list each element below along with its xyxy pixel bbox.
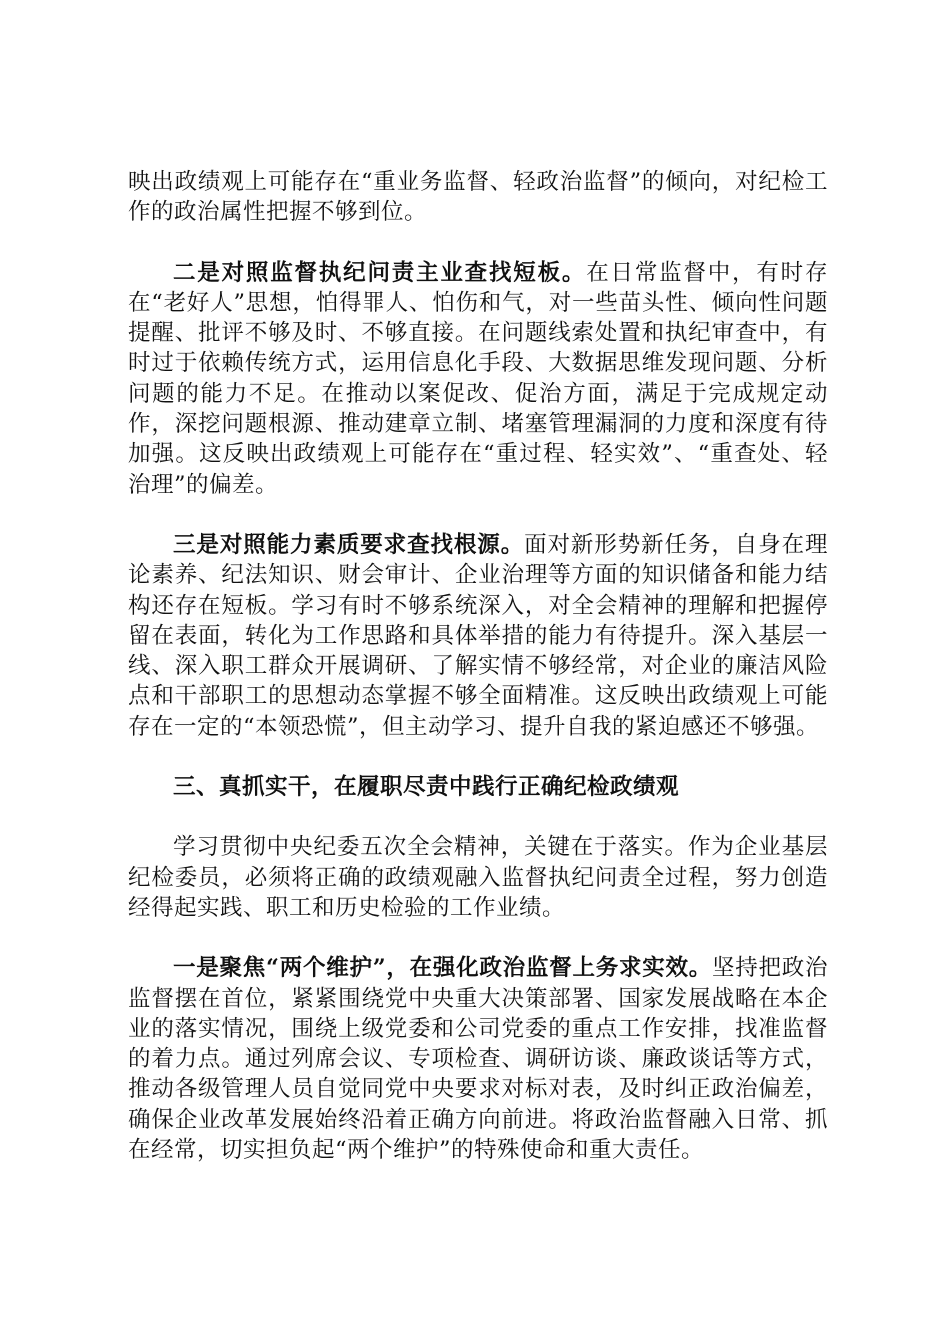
paragraph-supervision-shortcomings — [128, 258, 828, 500]
paragraph-text: 映出政绩观上可能存在“重业务监督、轻政治监督”的倾向，对纪检工作的政治属性把握不够到位。 — [128, 169, 828, 226]
document-page — [128, 167, 828, 1195]
paragraph-lead: 三是对照能力素质要求查找根源。 — [173, 531, 525, 558]
paragraph-text: 面对新形势新任务，自身在理论素养、纪法知识、财会审计、企业治理等方面的知识储备和能力结构还存在短板。学习有时不够系统深入，对全会精神的理解和把握停留在表面，转化为工作思路和具体举措的能力有待提升。深入基层一线、深入职工群众开展调研、了解实情不够经常，对企业的廉洁风险点和干部职工的思想动态掌握不够全面精准。这反映出政绩观上可能存在一定的“本领恐慌”，但主动学习、提升自我的紧迫感还不够强。 — [128, 531, 828, 740]
paragraph-text: 坚持把政治监督摆在首位，紧紧围绕党中央重大决策部署、国家发展战略在本企业的落实情况，围绕上级党委和公司党委的重点工作安排，找准监督的着力点。通过列席会议、专项检查、调研访谈、廉政谈话等方式，推动各级管理人员自觉同党中央要求对标对表，及时纠正政治偏差，确保企业改革发展始终沿着正确方向前进。将政治监督融入日常、抓在经常，切实担负起“两个维护”的特殊使命和重大责任。 — [128, 955, 828, 1164]
paragraph-political-supervision — [128, 953, 828, 1165]
paragraph-text: 在日常监督中，有时存在“老好人”思想，怕得罪人、怕伤和气，对一些苗头性、倾向性问题提醒、批评不够及时、不够直接。在问题线索处置和执纪审查中，有时过于依赖传统方式，运用信息化手段、大数据思维发现问题、分析问题的能力不足。在推动以案促改、促治方面，满足于完成规定动作，深挖问题根源、推动建章立制、堵塞管理漏洞的力度和深度有待加强。这反映出政绩观上可能存在“重过程、轻实效”、“重查处、轻治理”的偏差。 — [128, 259, 828, 498]
paragraph-text: 学习贯彻中央纪委五次全会精神，关键在于落实。作为企业基层纪检委员，必须将正确的政绩观融入监督执纪问责全过程，努力创造经得起实践、职工和历史检验的工作业绩。 — [128, 834, 828, 921]
paragraph-lead: 一是聚焦“两个维护”，在强化政治监督上务求实效。 — [173, 955, 712, 982]
paragraph-implementation — [128, 832, 828, 923]
paragraph-continuation — [128, 167, 828, 228]
section-heading: 三、真抓实干，在履职尽责中践行正确纪检政绩观 — [173, 774, 680, 801]
paragraph-lead: 二是对照监督执纪问责主业查找短板。 — [173, 259, 587, 286]
paragraph-capability-roots — [128, 530, 828, 742]
